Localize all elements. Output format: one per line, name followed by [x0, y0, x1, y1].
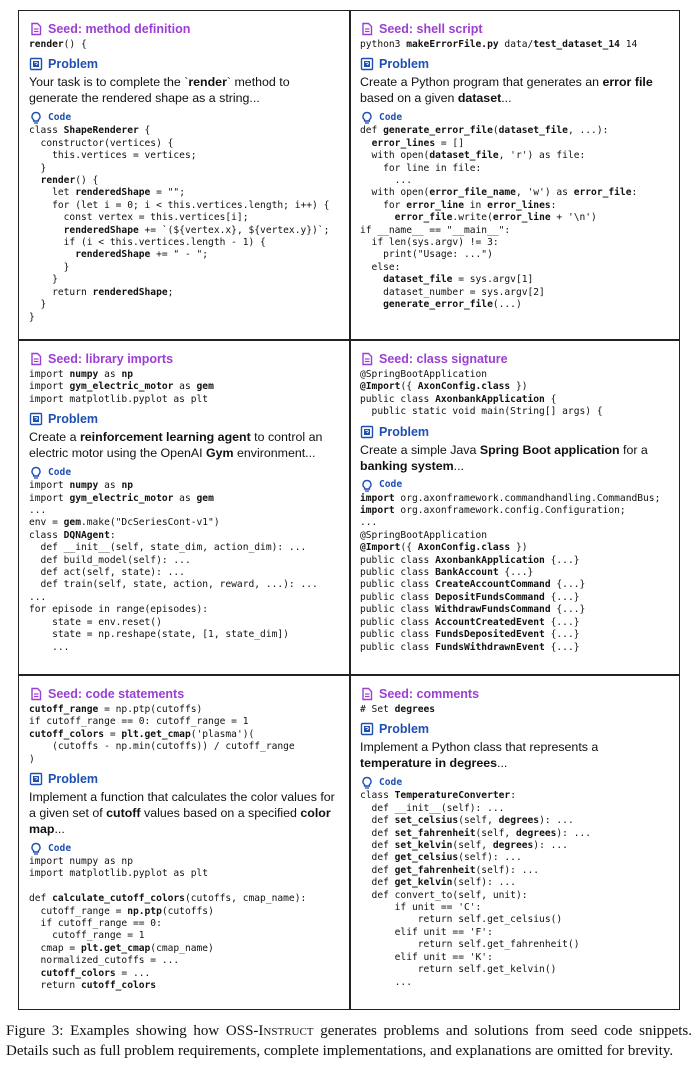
document-icon — [29, 687, 43, 701]
problem-title — [360, 721, 672, 737]
code-line: import gym_electric_motor as gem — [29, 492, 214, 504]
code-title-text: Code — [379, 479, 403, 491]
code-line: return self.get_kelvin() — [360, 964, 557, 976]
code-line: def __init__(self, state_dim, action_dim): ... — [29, 542, 307, 554]
code-line: render() { — [40, 175, 99, 187]
seed-title-text: Seed: code statements — [48, 687, 185, 701]
caption-method-name: OSS-Instruct — [225, 1023, 314, 1039]
seed-title-text: Seed: method definition — [48, 22, 191, 36]
seed-title — [360, 21, 672, 37]
problem-title-text: Problem — [48, 412, 99, 427]
code-line: return cutoff_colors — [29, 980, 157, 992]
problem-text: Your task is to complete the `render` method to generate the rendered shape as a string... — [29, 75, 290, 106]
solution-code — [360, 493, 672, 654]
code-line: } — [29, 274, 58, 286]
code-line: public class AxonbankApplication {...} — [360, 554, 580, 566]
code-line: import numpy as np — [29, 856, 133, 868]
problem-text: Create a simple Java Spring Boot application for a banking system... — [360, 442, 648, 473]
code-line: ... — [360, 517, 378, 529]
code-line: dataset_number = sys.argv[2] — [360, 286, 545, 298]
code-line: ... — [29, 641, 70, 653]
code-line: } — [29, 311, 35, 323]
code-line: with open(error_file_name, 'w') as error_file: — [360, 187, 638, 199]
code-line: class TemperatureConverter: — [360, 790, 516, 802]
seed-title-text: Seed: shell script — [379, 22, 483, 36]
problem-text: Create a Python program that generates an error file based on a given dataset... — [360, 75, 653, 106]
code-line: } — [29, 162, 47, 174]
problem-text: Create a reinforcement learning agent to control an electric motor using the OpenAI Gym environment... — [29, 430, 323, 461]
problem-title-text: Problem — [48, 57, 99, 72]
code-line: cutoff_colors = plt.get_cmap('plasma')( — [29, 728, 255, 740]
code-line: } — [29, 299, 47, 311]
code-line: elif unit == 'K': — [360, 951, 493, 963]
code-line: if cutoff_range == 0: cutoff_range = 1 — [29, 716, 249, 728]
code-line: public class AccountCreatedEvent {...} — [360, 616, 580, 628]
code-title — [29, 466, 341, 480]
code-line: public class BankAccount {...} — [360, 567, 534, 579]
solution-code — [29, 480, 341, 654]
code-line: renderedShape += " - "; — [75, 249, 209, 261]
code-line: @Import({ AxonConfig.class }) — [360, 542, 528, 554]
code-line: generate_error_file(...) — [383, 299, 522, 311]
code-title — [29, 842, 341, 856]
seed-title-text: Seed: class signature — [379, 352, 508, 366]
code-line: if unit == 'C': — [360, 902, 482, 914]
seed-code — [29, 704, 341, 766]
seed-title — [29, 351, 341, 367]
code-line: print("Usage: ...") — [360, 249, 493, 261]
code-line: public class DepositFundsCommand {...} — [360, 591, 580, 603]
panel-shell-script — [350, 11, 680, 339]
code-line: if cutoff_range == 0: — [29, 918, 162, 930]
code-line: with open(dataset_file, 'r') as file: — [360, 150, 586, 162]
code-line: elif unit == 'F': — [360, 926, 493, 938]
solution-code — [29, 856, 341, 992]
code-line: import matplotlib.pyplot as plt — [29, 393, 209, 405]
figure-panel-grid — [18, 10, 680, 1010]
code-line: import org.axonframework.config.Configuration; — [360, 505, 626, 517]
code-line: def __init__(self): ... — [360, 802, 505, 814]
code-line: def set_celsius(self, degrees): ... — [360, 815, 574, 827]
code-line: normalized_cutoffs = ... — [29, 955, 180, 967]
code-line: public class FundsDepositedEvent {...} — [360, 629, 580, 641]
seed-title — [360, 686, 672, 702]
code-line: error_lines = [] — [371, 137, 464, 149]
code-line: cutoff_range = np.ptp(cutoffs) — [29, 905, 214, 917]
code-line: this.vertices = vertices; — [29, 150, 197, 162]
code-line — [29, 881, 341, 893]
seed-code — [360, 704, 672, 716]
code-line: def calculate_cutoff_colors(cutoffs, cmap_name): — [29, 893, 307, 905]
problem-icon — [29, 412, 43, 426]
seed-title — [29, 686, 341, 702]
code-line: render() { — [29, 39, 87, 50]
caption-pre: Examples showing how — [70, 1023, 220, 1039]
code-line: import matplotlib.pyplot as plt — [29, 868, 209, 880]
code-line: import org.axonframework.commandhandling.CommandBus; — [360, 492, 661, 504]
code-line: cmap = plt.get_cmap(cmap_name) — [29, 942, 214, 954]
code-line: state = env.reset() — [29, 616, 162, 628]
problem-text: Implement a Python class that represents a temperature in degrees... — [360, 740, 599, 771]
document-icon — [360, 352, 374, 366]
code-line: public class AxonbankApplication { — [360, 393, 557, 405]
code-line: constructor(vertices) { — [29, 137, 174, 149]
code-line: ) — [29, 753, 35, 765]
code-line: else: — [360, 261, 401, 273]
panel-class-signature — [350, 341, 680, 674]
code-line: renderedShape += `(${vertex.x}, ${vertex.y})`; — [63, 224, 330, 236]
code-line: def train(self, state, action, reward, ...): ... — [29, 579, 318, 591]
seed-code — [360, 369, 672, 419]
code-line: def build_model(self): ... — [29, 554, 191, 566]
code-title-text: Code — [379, 777, 403, 789]
code-line: public class FundsWithdrawnEvent {...} — [360, 641, 580, 653]
code-line: def set_kelvin(self, degrees): ... — [360, 840, 568, 852]
code-line: env = gem.make("DcSeriesCont-v1") — [29, 517, 220, 529]
seed-code — [360, 39, 672, 51]
code-line: ... — [360, 175, 412, 187]
problem-icon — [29, 772, 43, 786]
document-icon — [360, 687, 374, 701]
seed-title — [29, 21, 341, 37]
code-line: error_file.write(error_line + '\n') — [394, 212, 597, 224]
code-line: cutoff_range = np.ptp(cutoffs) — [29, 704, 203, 715]
code-line: def get_fahrenheit(self): ... — [360, 864, 540, 876]
code-title-text: Code — [48, 112, 72, 124]
code-line: @Import({ AxonConfig.class }) — [360, 381, 528, 393]
code-line: if __name__ == "__main__": — [360, 224, 511, 236]
lightbulb-icon — [360, 111, 374, 125]
document-icon — [360, 22, 374, 36]
code-line: } — [29, 261, 70, 273]
code-line: import numpy as np — [29, 480, 133, 492]
problem-title-text: Problem — [379, 57, 430, 72]
lightbulb-icon — [29, 842, 43, 856]
code-line: cutoff_range = 1 — [29, 930, 145, 942]
code-line: def generate_error_file(dataset_file, ...): — [360, 125, 609, 137]
figure-caption — [6, 1022, 692, 1061]
code-line: const vertex = this.vertices[i]; — [29, 212, 249, 224]
code-line: ... — [360, 976, 412, 988]
problem-icon — [360, 57, 374, 71]
seed-title — [360, 351, 672, 367]
document-icon — [29, 352, 43, 366]
code-line: def act(self, state): ... — [29, 567, 185, 579]
code-line: for (let i = 0; i < this.vertices.length; i++) { — [29, 199, 330, 211]
seed-code — [29, 369, 341, 406]
code-line: # Set degrees — [360, 704, 436, 715]
code-line: for error_line in error_lines: — [360, 199, 557, 211]
lightbulb-icon — [360, 776, 374, 790]
problem-icon — [360, 722, 374, 736]
seed-title-text: Seed: library imports — [48, 352, 174, 366]
panel-method-definition — [19, 11, 349, 339]
code-title — [29, 111, 341, 125]
panel-comments — [350, 676, 680, 1009]
code-line: return self.get_celsius() — [360, 914, 563, 926]
code-line: @SpringBootApplication — [360, 529, 488, 541]
panel-library-imports — [19, 341, 349, 674]
code-line: def set_fahrenheit(self, degrees): ... — [360, 827, 592, 839]
panel-code-statements — [19, 676, 349, 1009]
solution-code — [360, 125, 672, 311]
problem-icon — [29, 57, 43, 71]
problem-title-text: Problem — [379, 424, 430, 439]
document-icon — [29, 22, 43, 36]
code-line: def convert_to(self, unit): — [360, 889, 528, 901]
code-line: for line in file: — [360, 162, 482, 174]
code-line: public static void main(String[] args) { — [360, 406, 603, 418]
problem-title — [29, 411, 341, 427]
lightbulb-icon — [360, 479, 374, 493]
caption-post: generates problems and solutions from seed code snippets. Details such as full problem requirements, complete implementations, and explanations are omitted for brevity. — [6, 1023, 693, 1059]
problem-title-text: Problem — [48, 772, 99, 787]
code-line: import numpy as np — [29, 369, 133, 380]
code-line: python3 makeErrorFile.py data/test_dataset_14 14 — [360, 39, 638, 50]
code-line: state = np.reshape(state, [1, state_dim]) — [29, 629, 289, 641]
code-title-text: Code — [48, 842, 72, 854]
code-line: class DQNAgent: — [29, 529, 116, 541]
code-line: ... — [29, 505, 47, 517]
code-line: return renderedShape; — [29, 286, 174, 298]
problem-title-text: Problem — [379, 722, 430, 737]
code-title — [360, 479, 672, 493]
code-line: public class CreateAccountCommand {...} — [360, 579, 586, 591]
code-line: import gym_electric_motor as gem — [29, 381, 214, 393]
caption-label: Figure 3: — [6, 1023, 64, 1039]
problem-title — [360, 56, 672, 72]
code-line: for episode in range(episodes): — [29, 604, 209, 616]
code-line: if len(sys.argv) != 3: — [360, 237, 499, 249]
code-line: def get_kelvin(self): ... — [360, 877, 516, 889]
code-line: class ShapeRenderer { — [29, 125, 151, 137]
solution-code — [360, 790, 672, 989]
lightbulb-icon — [29, 111, 43, 125]
code-title-text: Code — [379, 112, 403, 124]
code-line: return self.get_fahrenheit() — [360, 939, 580, 951]
code-title — [360, 776, 672, 790]
code-line: if (i < this.vertices.length - 1) { — [29, 237, 266, 249]
seed-title-text: Seed: comments — [379, 687, 480, 701]
problem-text: Implement a function that calculates the color values for a given set of cutoff values based on a specified color map... — [29, 790, 335, 837]
lightbulb-icon — [29, 466, 43, 480]
code-line: let renderedShape = ""; — [29, 187, 185, 199]
solution-code — [29, 125, 341, 324]
code-line: dataset_file = sys.argv[1] — [383, 274, 534, 286]
problem-icon — [360, 425, 374, 439]
code-line: (cutoffs - np.min(cutoffs)) / cutoff_range — [29, 741, 295, 753]
problem-title — [29, 771, 341, 787]
code-title-text: Code — [48, 467, 72, 479]
code-line: public class WithdrawFundsCommand {...} — [360, 604, 586, 616]
seed-code — [29, 39, 341, 51]
code-line: cutoff_colors = ... — [40, 967, 151, 979]
code-line: def get_celsius(self): ... — [360, 852, 522, 864]
problem-title — [29, 56, 341, 72]
code-line: @SpringBootApplication — [360, 369, 488, 380]
code-line: ... — [29, 591, 47, 603]
problem-title — [360, 424, 672, 440]
code-title — [360, 111, 672, 125]
